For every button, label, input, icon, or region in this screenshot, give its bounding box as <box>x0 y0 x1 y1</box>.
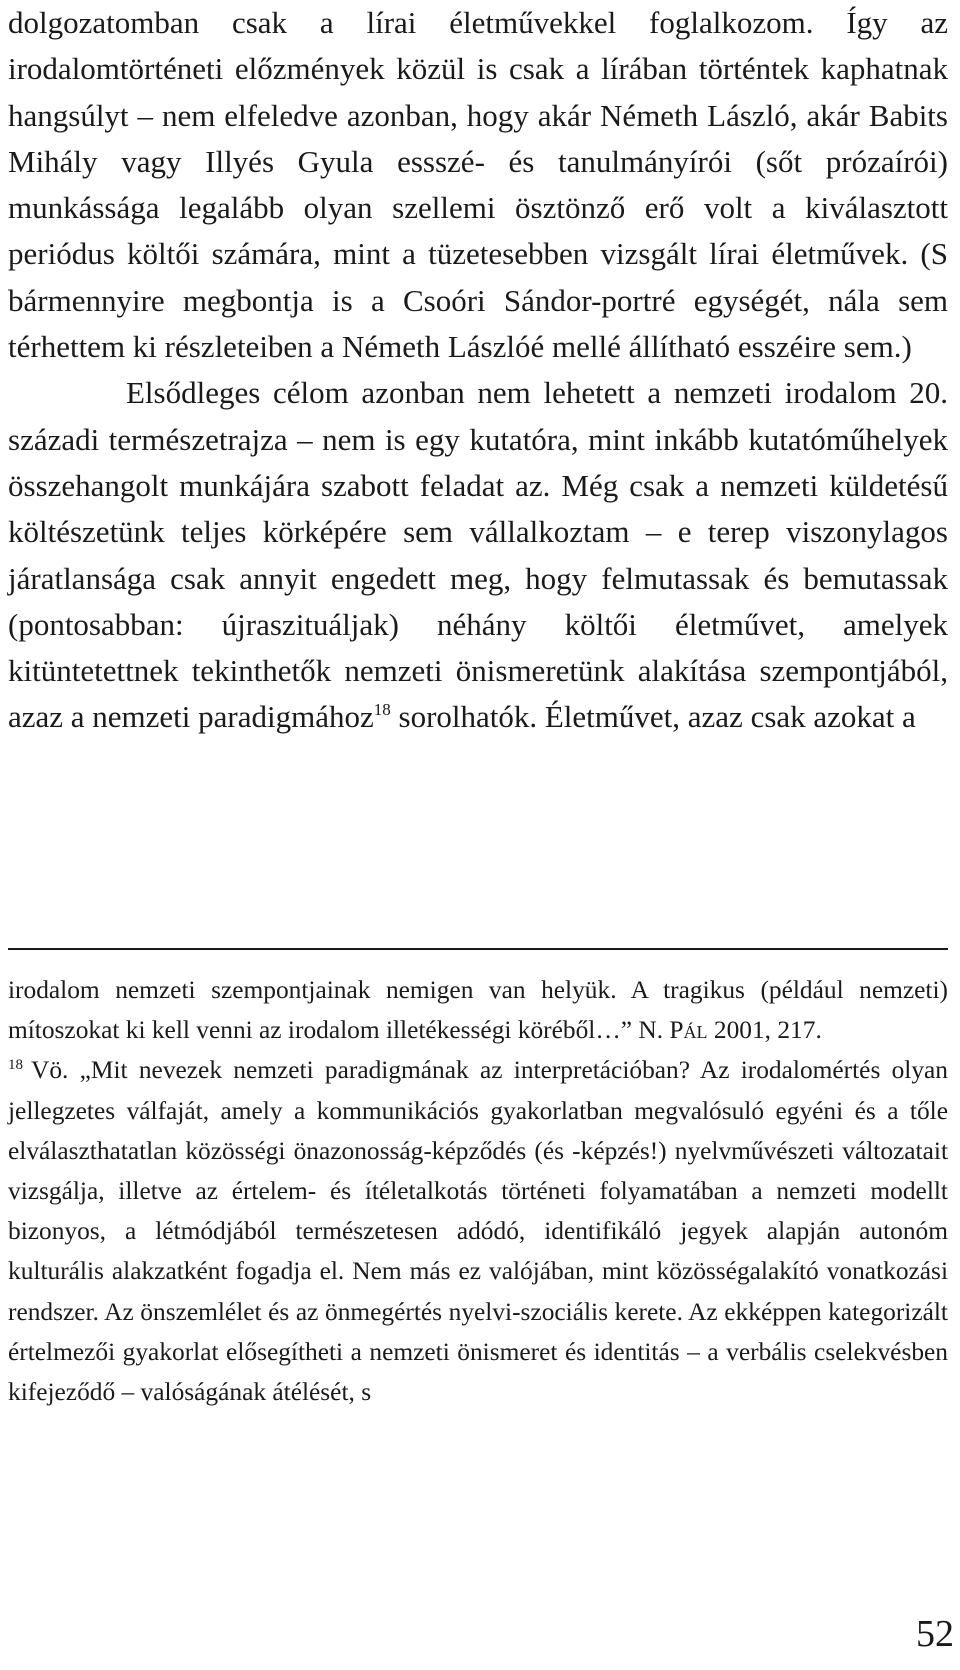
footnote-18-text: Vö. „Mit nevezek nemzeti paradigmának az interpretációban? Az irodalomértés olyan jellegzetes válfaját, amely a kommunikációs gyakorlatban megvalósuló egyéni és a tőle elválaszthatatlan közösségi önazonosság-képződés (és -képzés!) nyelvművészeti változatait vizsgálja, illetve az értelem- és ítéletalkotás történeti folyamatában a nemzeti modellt bizonyos, a létmódjából természetesen adódó, identifikáló jegyek alapján autonóm kulturális alakzatként fogadja el. Nem más ez valójában, mint közösségalakító vonatkozási rendszer. Az önszemlélet és az önmegértés nyelvi-szociális kerete. Az ekképpen kategorizált értelmezői gyakorlat elősegítheti a nemzeti önismeret és identitás – a verbális cselekvésben kifejeződő – valóságának átélését, s <box>8 1056 948 1407</box>
footnote-citation: 2001, 217. <box>707 1016 822 1045</box>
footnote-number: 18 <box>8 1057 23 1074</box>
page-number: 52 <box>916 1613 954 1655</box>
footnote-author: Pál <box>669 1016 708 1045</box>
paragraph-1 <box>8 0 948 370</box>
main-text <box>8 0 948 741</box>
footnote-18 <box>8 1050 948 1412</box>
footnote-continuation-text: irodalom nemzeti szempontjainak nemigen van helyük. A tragikus (például nemzeti) mítoszokat ki kell venni az irodalom illetékességi köréből…” N. <box>8 976 948 1045</box>
footnote-continuation <box>8 970 948 1050</box>
paragraph-1-text: dolgozatomban csak a lírai életművekkel foglalkozom. Így az irodalomtörténeti előzmények közül is csak a lírában történtek kaphatnak hangsúlyt – nem elfeledve azonban, hogy akár Németh László, akár Babits Mihály vagy Illyés Gyula essszé- és tanulmányírói (sőt prózaírói) munkássága legalább olyan szellemi ösztönző erő volt a kiválasztott periódus költői számára, mint a tüzetesebben vizsgált lírai életművek. (S bármennyire megbontja is a Csoóri Sándor-portré egységét, nála sem térhettem ki részleteiben a Németh Lászlóé mellé állítható esszéire sem.) <box>8 5 948 365</box>
footnotes <box>8 970 948 1412</box>
paragraph-2 <box>8 370 948 740</box>
paragraph-2-text: Elsődleges célom azonban nem lehetett a nemzeti irodalom 20. századi természetrajza – nem is egy kutatóra, mint inkább kutatóműhelyek összehangolt munkájára szabott feladat az. Még csak a nemzeti küldetésű költészetünk teljes körképére sem vállalkoztam – e terep viszonylagos járatlansága csak annyit engedett meg, hogy felmutassak és bemutassak (pontosabban: újraszituáljak) néhány költői életművet, amelyek kitüntetettnek tekinthetők nemzeti önismeretünk alakítása szempontjából, azaz a nemzeti paradigmához <box>8 375 948 735</box>
footnote-reference-18[interactable]: 18 <box>373 700 391 720</box>
footnote-separator <box>8 948 948 950</box>
paragraph-2-text-end: sorolhatók. Életművet, azaz csak azokat a <box>390 699 916 735</box>
